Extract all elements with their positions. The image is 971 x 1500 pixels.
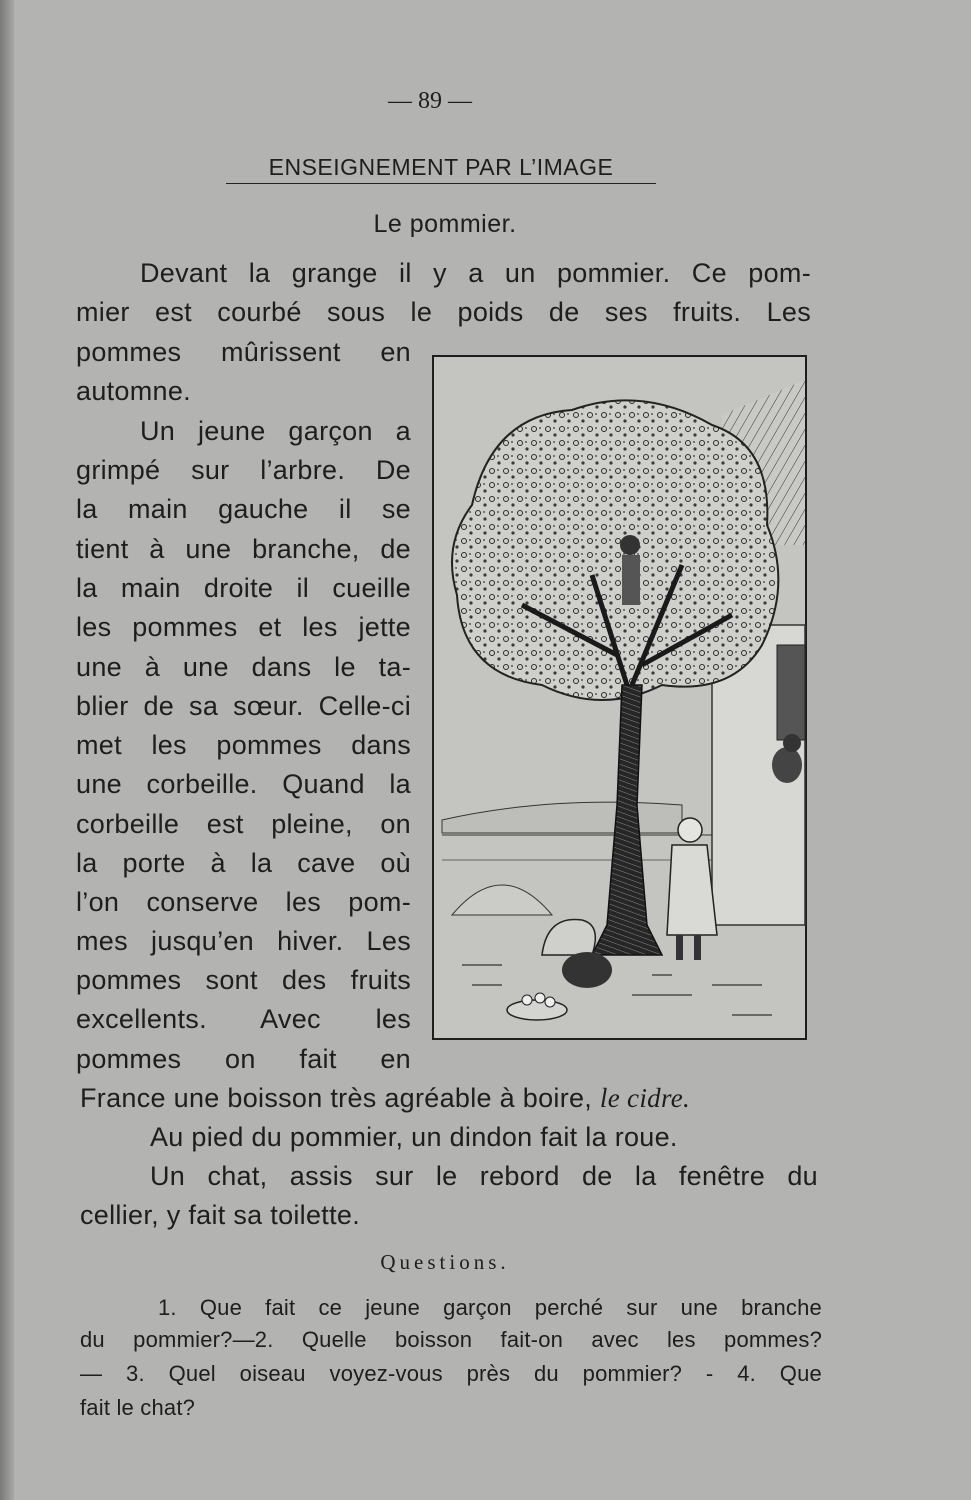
text-line: pommes sont des fruits bbox=[76, 965, 411, 995]
text-line: une à une dans le ta- bbox=[76, 652, 411, 682]
girl-figure bbox=[678, 818, 702, 842]
question-line: — 3. Quel oiseau voyez-vous près du pommier? - 4. Que bbox=[80, 1361, 822, 1386]
question-line: du pommier?—2. Quelle boisson fait-on avec les pommes? bbox=[80, 1327, 822, 1352]
text-line: corbeille est pleine, on bbox=[76, 809, 411, 839]
text-line: les pommes et les jette bbox=[76, 612, 411, 642]
cidre-italic: le cidre. bbox=[599, 1083, 691, 1113]
barn-window bbox=[777, 645, 805, 740]
text-line: l’on conserve les pom- bbox=[76, 887, 411, 917]
section-title: ENSEIGNEMENT PAR L’IMAGE bbox=[226, 154, 656, 184]
text-line: blier de sa sœur. Celle-ci bbox=[76, 691, 411, 721]
basket-figure bbox=[507, 1000, 567, 1020]
text-line: tient à une branche, de bbox=[76, 534, 411, 564]
page-gutter bbox=[0, 0, 14, 1500]
cat-figure bbox=[772, 747, 802, 783]
text-line: mes jusqu’en hiver. Les bbox=[76, 926, 411, 956]
text-line: grimpé sur l’arbre. De bbox=[76, 455, 411, 485]
text-line-main: France une boisson très agréable à boire, bbox=[80, 1083, 593, 1113]
text-line: pommes on fait en bbox=[76, 1044, 411, 1074]
text-line: la main droite il cueille bbox=[76, 573, 411, 603]
questions-heading: Questions. bbox=[380, 1250, 510, 1274]
page-number: — 89 — bbox=[388, 88, 472, 114]
text-line: la porte à la cave où bbox=[76, 848, 411, 878]
text-line: Un chat, assis sur le rebord de la fenêtre du bbox=[150, 1161, 818, 1191]
text-line: Devant la grange il y a un pommier. Ce pom- bbox=[140, 258, 811, 288]
text-line: la main gauche il se bbox=[76, 494, 411, 524]
text-line: cellier, y fait sa toilette. bbox=[80, 1200, 361, 1230]
text-line: automne. bbox=[76, 376, 191, 406]
text-line: Au pied du pommier, un dindon fait la roue. bbox=[150, 1122, 678, 1152]
text-line: Un jeune garçon a bbox=[140, 416, 411, 446]
text-line: excellents. Avec les bbox=[76, 1004, 411, 1034]
boy-figure bbox=[620, 535, 640, 555]
text-line bbox=[80, 1080, 690, 1116]
text-line: mier est courbé sous le poids de ses fruits. Les bbox=[76, 297, 811, 327]
lesson-title: Le pommier. bbox=[373, 210, 517, 238]
text-line: pommes mûrissent en bbox=[76, 337, 411, 367]
text-line: une corbeille. Quand la bbox=[76, 769, 411, 799]
apple-tree-illustration bbox=[432, 355, 807, 1040]
text-line: met les pommes dans bbox=[76, 730, 411, 760]
question-line: fait le chat? bbox=[80, 1395, 196, 1420]
question-line: 1. Que fait ce jeune garçon perché sur une branche bbox=[158, 1295, 822, 1320]
